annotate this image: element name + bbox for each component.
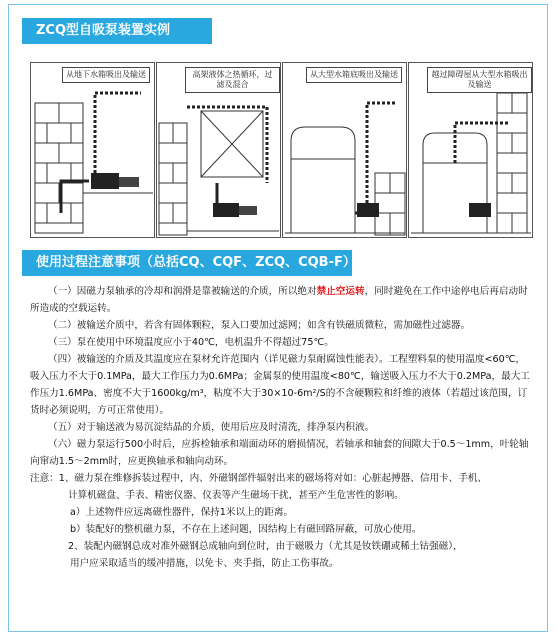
diagram-thermal-circulation xyxy=(156,62,281,238)
note-1-cont: 计算机磁盘、手表、精密仪器、仪表等产生磁场干扰，甚至产生危害性的影响。 xyxy=(68,490,404,501)
item-1 xyxy=(30,283,530,317)
diagram-caption: 从地下水箱吸出及输送 xyxy=(62,67,150,83)
diagram-caption: 越过障碍屋从大型水箱吸出及输送 xyxy=(427,67,532,93)
note-2: 2、装配内磁钢总成对准外磁钢总成轴向到位时，由于磁吸力（尤其是钕铁硼或稀土钴强磁）， xyxy=(68,541,463,552)
diagram-underground-tank xyxy=(30,62,155,238)
diagram-caption: 高架液体之热循环，过滤及混合 xyxy=(185,67,280,93)
warning-no-dry-run: 禁止空运转 xyxy=(316,286,365,297)
pump-illustration xyxy=(31,63,156,239)
section-banner-examples: ZCQ型自吸泵装置实例 xyxy=(22,18,212,44)
diagram-caption: 从大型水箱底吸出及输送 xyxy=(306,67,402,83)
note-1: 注意：1、磁力泵在维修拆装过程中，内、外磁钢部件辐射出来的磁场将对如：心脏起搏器、信用卡、手机、 xyxy=(30,473,488,484)
item-5: （五）对于输送液为易沉淀结晶的介质，使用后应及时清洗，排净泵内积液。 xyxy=(48,422,375,433)
item-4: （四）被输送的介质及其温度应在泵材允许范围内（详见磁力泵耐腐蚀性能表）。工程塑料泵的使用温度<60℃，吸入压力不大于0.1MPa，最大工作压力为0.6MPa；金属泵的使用温度<80℃，输送吸入压力不大于0.2MPa，最大工作压力1.6MPa、密度不大于1600kg/m³，粘度不大于30×10-6m²/S的不含硬颗粒和纤维的液体（若超过该范围，订货时必须说明，方可正常使用）。 xyxy=(30,354,530,416)
note-b: b）装配好的整机磁力泵，不存在上述问题，因结构上有磁回路屏蔽，可放心使用。 xyxy=(70,524,422,535)
item-1-text-cont: ，同时避免在工作中途停电后再启动时所造成的空载运转。 xyxy=(30,286,528,314)
precautions-text xyxy=(30,283,530,572)
item-2: （二）被输送介质中，若含有固体颗粒，泵入口要加过滤网；如含有铁磁质微粒，需加磁性过滤器。 xyxy=(48,320,471,331)
section-banner-precautions: 使用过程注意事项（总括CQ、CQF、ZCQ、CQB-F） xyxy=(22,250,352,276)
item-1-text: （一）因磁力泵轴承的冷却和润滑是靠被输送的介质，所以绝对 xyxy=(48,286,317,297)
pump-illustration xyxy=(283,63,408,239)
diagram-over-obstacle xyxy=(408,62,533,238)
diagram-large-tank-bottom xyxy=(282,62,407,238)
note-a: a）上述物件应远离磁性器件，保持1米以上的距离。 xyxy=(70,507,294,518)
item-6: （六）磁力泵运行500小时后，应拆检轴承和端面动环的磨损情况，若轴承和轴套的间隙大于0.5～1mm，叶轮轴向窜动1.5～2mm时，应更换轴承和轴向动环。 xyxy=(30,439,529,467)
item-3: （三）泵在使用中环境温度应小于40℃，电机温升不得超过75℃。 xyxy=(48,337,334,348)
note-2-cont: 用户应采取适当的缓冲措施，以免卡、夹手指，防止工伤事故。 xyxy=(70,558,339,569)
